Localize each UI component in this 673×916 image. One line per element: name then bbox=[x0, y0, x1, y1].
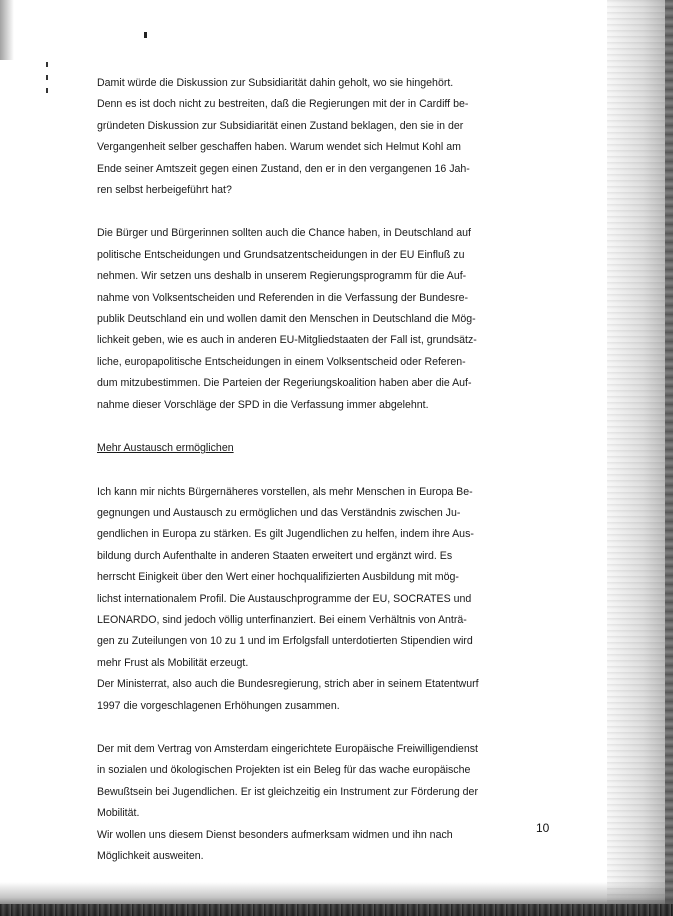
text-line: Bewußtsein bei Jugendlichen. Er ist gleichzeitig ein Instrument zur Förderung der bbox=[97, 785, 478, 798]
paragraph-exchange bbox=[97, 482, 602, 717]
scan-edge-right bbox=[665, 0, 673, 916]
text-line: nehmen. Wir setzen uns deshalb in unserem Regierungsprogramm für die Auf- bbox=[97, 270, 467, 283]
text-line: bildung durch Aufenthalte in anderen Staaten erweitert und ergänzt wird. Es bbox=[97, 549, 453, 562]
text-line: liche, europapolitische Entscheidungen in einem Volksentscheid oder Referen- bbox=[97, 355, 466, 368]
text-line: Vergangenheit selber geschaffen haben. Warum wendet sich Helmut Kohl am bbox=[97, 141, 461, 154]
text-line: herrscht Einigkeit über den Wert einer hochqualifizierten Ausbildung mit mög- bbox=[97, 571, 459, 584]
text-line: in sozialen und ökologischen Projekten ist ein Beleg für das wache europäische bbox=[97, 764, 471, 777]
text-line: Ende seiner Amtszeit gegen einen Zustand, den er in den vergangenen 16 Jah- bbox=[97, 162, 470, 175]
document-page bbox=[97, 73, 602, 867]
section-heading: Mehr Austausch ermöglichen bbox=[97, 442, 234, 455]
text-line: Mobilität. bbox=[97, 807, 140, 820]
scan-speck bbox=[144, 32, 147, 38]
text-line: Der Ministerrat, also auch die Bundesregierung, strich aber in seinem Etatentwurf bbox=[97, 678, 479, 691]
text-line: Der mit dem Vertrag von Amsterdam eingerichtete Europäische Freiwilligendienst bbox=[97, 742, 478, 755]
text-line: politische Entscheidungen und Grundsatzentscheidungen in der EU Einfluß zu bbox=[97, 248, 465, 261]
scan-edge-bottom bbox=[0, 904, 673, 916]
scan-shadow-left bbox=[0, 0, 14, 60]
text-line: nahme von Volksentscheiden und Referenden in die Verfassung der Bundesre- bbox=[97, 291, 469, 304]
text-line: Wir wollen uns diesem Dienst besonders aufmerksam widmen und ihn nach bbox=[97, 828, 453, 841]
text-line: gegnungen und Austausch zu ermöglichen und das Verständnis zwischen Ju- bbox=[97, 506, 461, 519]
text-line: LEONARDO, sind jedoch völlig unterfinanziert. Bei einem Verhältnis von Anträ- bbox=[97, 613, 467, 626]
text-line: lichst internationalem Profil. Die Austauschprogramme der EU, SOCRATES und bbox=[97, 592, 472, 605]
text-line: Die Bürger und Bürgerinnen sollten auch die Chance haben, in Deutschland auf bbox=[97, 227, 471, 240]
page-number: 10 bbox=[536, 821, 550, 835]
text-line: mehr Frust als Mobilität erzeugt. bbox=[97, 656, 249, 669]
paragraph-referendum bbox=[97, 223, 602, 416]
text-line: Möglichkeit ausweiten. bbox=[97, 850, 204, 862]
text-line: ren selbst herbeigeführt hat? bbox=[97, 184, 232, 197]
text-line: nahme dieser Vorschläge der SPD in die Verfassung immer abgelehnt. bbox=[97, 398, 429, 411]
text-line: Ich kann mir nichts Bürgernäheres vorstellen, als mehr Menschen in Europa Be- bbox=[97, 485, 473, 498]
paragraph-subsidiarity bbox=[97, 73, 602, 201]
text-line: dum mitzubestimmen. Die Parteien der Regeriungskoalition haben aber die Auf- bbox=[97, 377, 472, 390]
text-line: Denn es ist doch nicht zu bestreiten, daß die Regierungen mit der in Cardiff be- bbox=[97, 98, 469, 111]
paragraph-volunteer-service bbox=[97, 739, 602, 867]
text-line: Damit würde die Diskussion zur Subsidiarität dahin geholt, wo sie hingehört. bbox=[97, 77, 454, 89]
scan-shadow-right bbox=[607, 0, 673, 916]
text-line: publik Deutschland ein und wollen damit den Menschen in Deutschland die Mög- bbox=[97, 313, 476, 326]
scan-punch-marks bbox=[46, 62, 50, 102]
text-line: gründeten Diskussion zur Subsidiarität einen Zustand beklagen, den sie in der bbox=[97, 119, 464, 132]
text-line: lichkeit geben, wie es auch in anderen EU-Mitgliedstaaten der Fall ist, grundsätz- bbox=[97, 334, 477, 347]
text-line: gen zu Zuteilungen von 10 zu 1 und im Erfolgsfall unterdotierten Stipendien wird bbox=[97, 635, 473, 648]
text-line: 1997 die vorgeschlagenen Erhöhungen zusammen. bbox=[97, 699, 340, 712]
text-line: gendlichen in Europa zu stärken. Es gilt Jugendlichen zu helfen, indem ihre Aus- bbox=[97, 528, 474, 541]
